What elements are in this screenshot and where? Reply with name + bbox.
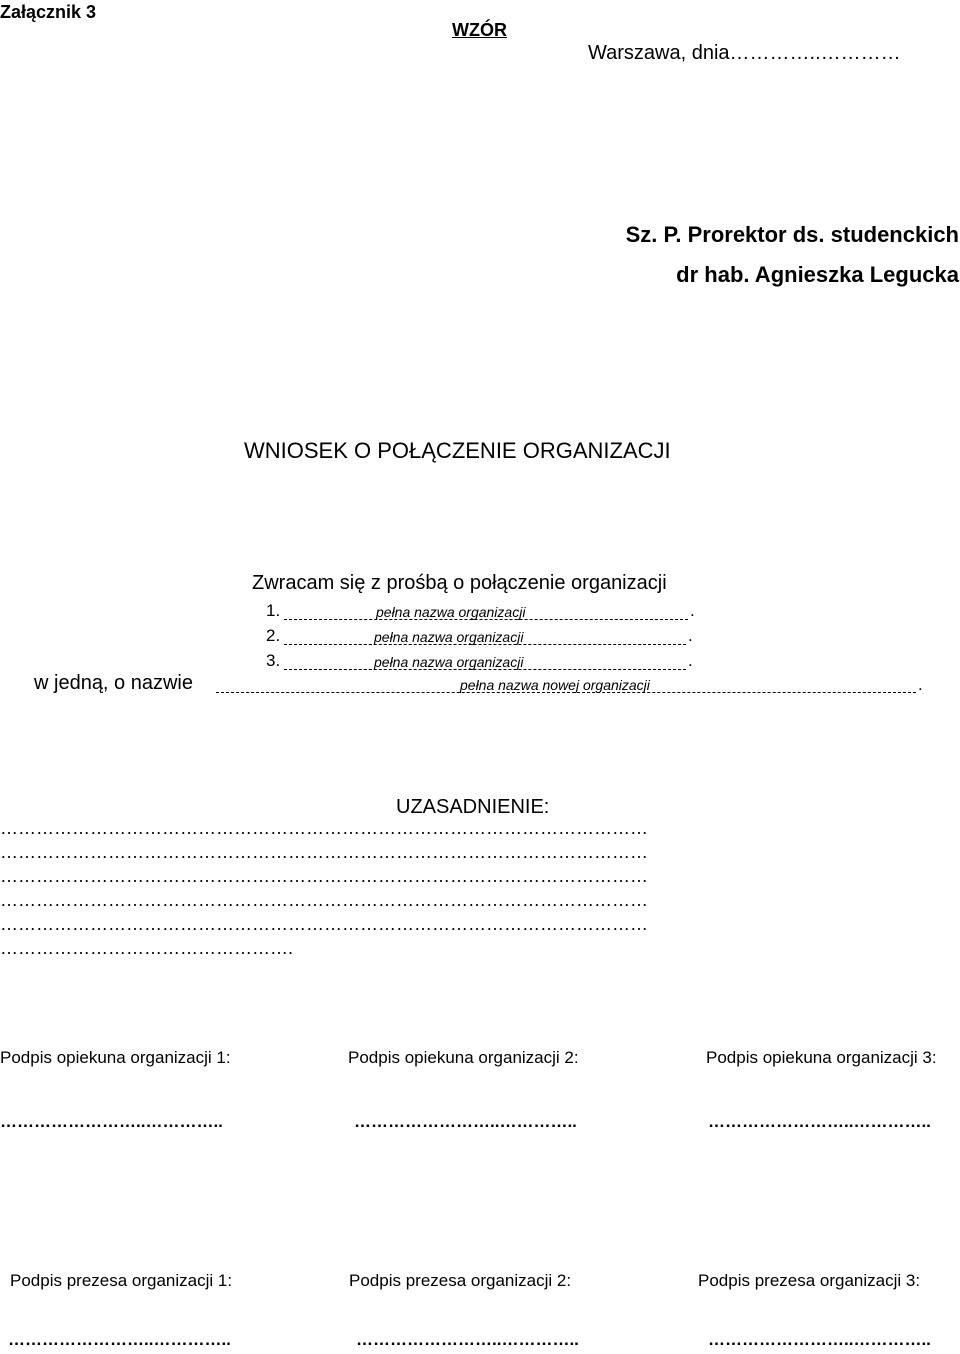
organization-placeholder[interactable]: pełna nazwa organizacji	[376, 604, 526, 620]
organization-placeholder[interactable]: pełna nazwa organizacji	[374, 629, 524, 645]
justification-line: ………………………………………………………………………………………………	[0, 842, 648, 862]
caretaker-signature-label-3: Podpis opiekuna organizacji 3:	[706, 1048, 937, 1067]
justification-line: ………………………………………………………………………………………………	[0, 890, 648, 910]
attachment-label: Załącznik 3	[0, 2, 97, 22]
line-end-period: .	[688, 626, 693, 645]
organization-number: 3.	[266, 651, 281, 670]
justification-line: ………………………………………………………………………………………………	[0, 914, 648, 934]
new-organization-label: w jedną, o nazwie	[34, 672, 193, 694]
president-signature-line-2[interactable]: ……………………..…………..	[356, 1330, 579, 1349]
caretaker-signature-line-2[interactable]: ……………………..…………..	[354, 1112, 577, 1131]
new-organization-placeholder[interactable]: pełna nazwa nowej organizacji	[460, 677, 650, 693]
caretaker-signature-line-1[interactable]: ……………………..…………..	[0, 1112, 223, 1131]
line-end-period: .	[690, 601, 695, 620]
caretaker-signature-line-3[interactable]: ……………………..…………..	[708, 1112, 931, 1131]
president-signature-label-3: Podpis prezesa organizacji 3:	[698, 1271, 921, 1290]
line-end-period: .	[688, 651, 693, 670]
president-signature-line-3[interactable]: ……………………..…………..	[708, 1330, 931, 1349]
addressee-line-1: Sz. P. Prorektor ds. studenckich	[625, 222, 959, 247]
date-line: Warszawa, dnia…………..…………	[588, 42, 901, 64]
president-signature-line-1[interactable]: ……………………..…………..	[8, 1330, 231, 1349]
organization-number: 2.	[266, 626, 281, 645]
caretaker-signature-label-2: Podpis opiekuna organizacji 2:	[348, 1048, 579, 1067]
line-end-period: .	[918, 675, 923, 694]
president-signature-label-2: Podpis prezesa organizacji 2:	[349, 1271, 572, 1290]
template-label: WZÓR	[452, 20, 507, 40]
president-signature-label-1: Podpis prezesa organizacji 1:	[10, 1271, 233, 1290]
justification-line: ………………………………………………………………………………………………	[0, 866, 648, 886]
addressee-line-2: dr hab. Agnieszka Legucka	[676, 262, 959, 287]
justification-line: ………………………………………………………………………………………………	[0, 818, 648, 838]
request-intro: Zwracam się z prośbą o połączenie organizacji	[252, 572, 667, 594]
organization-placeholder[interactable]: pełna nazwa organizacji	[374, 654, 524, 670]
organization-number: 1.	[266, 601, 281, 620]
justification-line: ………………………………………….	[0, 938, 294, 958]
document-title: WNIOSEK O POŁĄCZENIE ORGANIZACJI	[244, 438, 671, 463]
justification-heading: UZASADNIENIE:	[396, 796, 550, 818]
caretaker-signature-label-1: Podpis opiekuna organizacji 1:	[0, 1048, 231, 1067]
